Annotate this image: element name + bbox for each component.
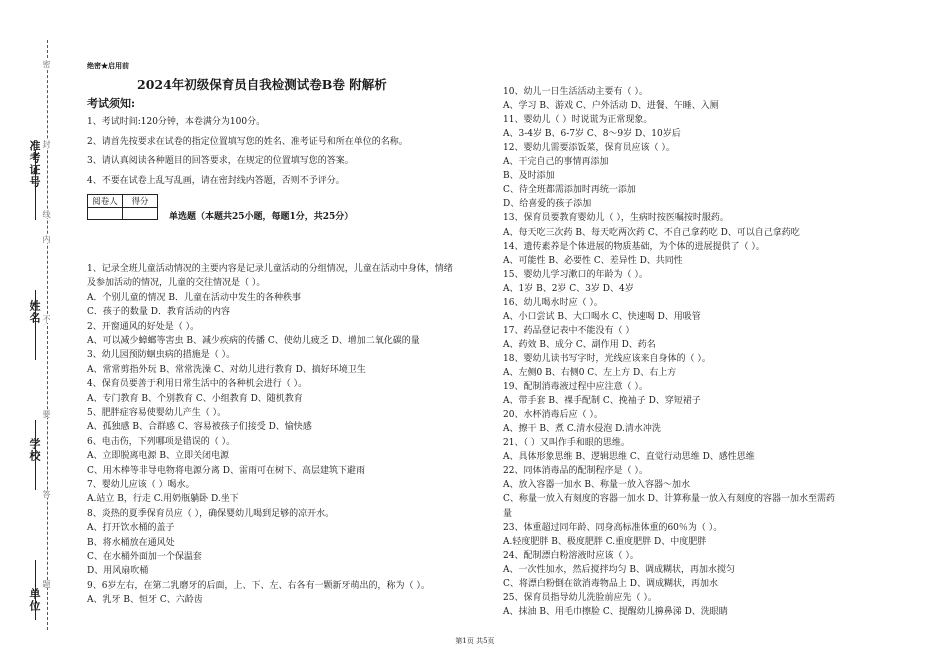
exam-number-field[interactable]	[35, 150, 36, 220]
notice-item: 1、考试时间:120分钟，本卷满分为100分。	[87, 117, 266, 127]
notice-item: 4、不要在试卷上乱写乱画，请在密封线内答题，否则不予评分。	[87, 176, 345, 186]
question-line: D、用风扇吹桶	[87, 566, 149, 577]
notice-heading: 考试须知:	[87, 97, 136, 110]
seal-mark: 封	[42, 140, 51, 148]
question-line: 7、婴幼儿应该（ ）喝水。	[87, 480, 195, 490]
question-line: 8、炎热的夏季保育员应（ ），确保婴幼儿喝到足够的凉开水。	[87, 508, 335, 519]
question-line: A、打开饮水桶的盖子	[87, 523, 175, 534]
question-line: 10、幼儿一日生活活动主要有（ ）。	[503, 87, 648, 97]
question-line: 9、6岁左右，在第二乳磨牙的后面，上、下、左、右各有一颗新牙萌出的，称为（ ）。	[87, 580, 430, 591]
notice-item: 3、请认真阅读各种题目的回答要求，在规定的位置填写您的答案。	[87, 156, 354, 166]
question-line: A、具体形象思维 B、逻辑思维 C、直觉行动思维 D、感性思维	[503, 452, 755, 463]
question-line: A、孤独感 B、合群感 C、容易被孩子们接受 D、愉快感	[87, 422, 312, 433]
notice-item: 2、请首先按要求在试卷的指定位置填写您的姓名、准考证号和所在单位的名称。	[87, 137, 408, 147]
question-line: 18、婴幼儿读书写字时，光线应该来自身体的（ ）。	[503, 353, 711, 364]
question-line: A、干完自己的事情再添加	[503, 157, 609, 168]
question-line: 24、配制漂白粉溶液时应该（ ）。	[503, 550, 639, 561]
question-line: 14、遗传素养是个体进展的物质基础，为个体的进展提供了（ ）。	[503, 241, 765, 252]
question-line: 11、婴幼儿（ ）时说谎为正常现象。	[503, 115, 653, 126]
question-line: A、药效 B、成分 C、副作用 D、药名	[503, 339, 656, 350]
question-line: C．孩子的数量 D．教育活动的内容	[87, 307, 230, 318]
question-line: A、放入容器一加水 B、称量一放入容器～加水	[503, 480, 690, 491]
page-title: 2024年初级保育员自我检测试卷B卷 附解析	[137, 77, 387, 92]
question-line: 23、体重超过同年龄、同身高标准体重的60％为（ ）。	[503, 522, 723, 533]
question-line: A、专门教育 B、个别教育 C、小组教育 D、随机教育	[87, 393, 303, 404]
label-exam-number: 准考证号	[28, 140, 41, 188]
question-line: A、乳牙 B、恒牙 C、六龄齿	[87, 595, 203, 606]
question-line: 13、保育员要教育婴幼儿（ ），生病时按医嘱按时服药。	[503, 213, 729, 224]
page-footer: 第1页 共5页	[455, 637, 495, 645]
question-line: A、每天吃三次药 B、每天吃两次药 C、不自己拿药吃 D、可以自己拿药吃	[503, 227, 800, 238]
question-line: 及参加活动的情况，儿童的交往情况是（ ）。	[87, 278, 266, 289]
question-line: C、称量一放入有刻度的容器一加水 D、计算称量一放入有刻度的容器一加水至需药	[503, 494, 835, 505]
seal-mark: 要	[42, 410, 51, 418]
seal-mark: 不	[42, 315, 51, 323]
question-line: A、3-4岁 B、6-7岁 C、8～9岁 D、10岁后	[503, 129, 681, 140]
question-line: C、待全班都需添加时再统一添加	[503, 185, 636, 196]
question-line: 3、幼儿园预防蛔虫病的措施是（ ）。	[87, 350, 236, 361]
school-field[interactable]	[35, 420, 36, 490]
label-unit: 单位	[28, 588, 41, 612]
label-school: 学校	[28, 438, 41, 462]
question-line: A.站立 B，行走 C.用奶瓶躺卧 D.坐下	[87, 494, 239, 505]
question-line: 20、水杯消毒后应（ ）。	[503, 410, 603, 421]
unit-field[interactable]	[35, 560, 36, 620]
question-line: A、擦干 B、煮 C.清水侵泡 D.清水冲洗	[503, 424, 661, 435]
question-line: 5、肥胖症容易使婴幼儿产生（ ）。	[87, 408, 227, 418]
section-title: 单选题（本题共25小题，每题1分，共25分）	[169, 212, 354, 222]
question-line: C、将漂白粉倒在欲消毒物品上 D、调成糊状，再加水	[503, 578, 718, 589]
seal-mark: 线	[42, 210, 51, 218]
question-line: A.轻度肥胖 B、极度肥胖 C.重度肥胖 D、中度肥胖	[503, 536, 707, 547]
question-line: 12、婴幼儿需要添饭菜，保育员应该（ ）。	[503, 143, 675, 154]
seal-mark: 密	[42, 60, 51, 68]
question-line: C、用木棒等非导电物将电源分离 D、雷雨可在树下、高层建筑下避雨	[87, 465, 365, 476]
score-table	[87, 194, 158, 220]
question-line: 25、保育员指导幼儿洗脸前应先（ ）。	[503, 592, 657, 603]
question-line: A、带手套 B、裸手配制 C、挽袖子 D、穿短裙子	[503, 396, 701, 407]
question-line: A、左侧0 B、右侧0 C、左上方 D、右上方	[503, 368, 677, 378]
label-name: 姓名	[28, 300, 41, 324]
seal-mark: 题	[42, 580, 51, 588]
grader-cell[interactable]	[88, 208, 123, 220]
question-line: 量	[503, 508, 513, 519]
question-line: B、将水桶放在通风处	[87, 537, 175, 548]
question-line: B、及时添加	[503, 171, 555, 182]
question-line: D、给喜爱的孩子添加	[503, 199, 592, 210]
seal-line	[47, 40, 48, 630]
binding-margin	[0, 0, 70, 671]
seal-mark: 答	[42, 490, 51, 498]
seal-mark: 内	[42, 235, 51, 243]
question-line: A、一次性加水，然后搅拌均匀 B、调成糊状，再加水搅匀	[503, 564, 735, 575]
question-line: 16、幼儿喝水时应（ ）。	[503, 297, 603, 308]
question-line: 2、开窗通风的好处是（ ）。	[87, 321, 200, 332]
question-line: 1、记录全班儿童活动情况的主要内容是记录儿童活动的分组情况，儿童在活动中身体，情绪	[87, 264, 453, 274]
question-line: 22、同体消毒品的配制程序是（ ）。	[503, 466, 648, 477]
question-line: 17、药品登记表中不能没有（ ）	[503, 325, 635, 336]
question-line: A．个别儿童的情况 B．儿童在活动中发生的各种秩事	[87, 292, 301, 303]
question-line: A、小口尝试 B、大口喝水 C、快速喝 D、用吸管	[503, 311, 701, 322]
question-line: C、在水桶外面加一个保温套	[87, 552, 202, 562]
question-line: A、可以减少蟑螂等害虫 B、减少疾病的传播 C、使幼儿疲乏 D、增加二氧化碳的量	[87, 336, 420, 346]
question-line: A、1岁 B、2岁 C、3岁 D、4岁	[503, 283, 634, 294]
question-line: 6、电击伤，下列哪项是错误的（ ）。	[87, 436, 236, 447]
question-line: A、常常剪指外玩 B、常常洗澡 C、对幼儿进行教育 D、搞好环境卫生	[87, 364, 366, 375]
question-line: A、立即脱离电源 B、立即关闭电源	[87, 451, 229, 462]
question-line: 21、（ ）又叫作手和眼的思维。	[503, 438, 630, 449]
name-field[interactable]	[35, 290, 36, 360]
grader-header: 阅卷人	[88, 195, 123, 208]
question-line: 15、婴幼儿学习漱口的年龄为（ ）。	[503, 269, 648, 280]
score-cell[interactable]	[123, 208, 158, 220]
secret-label: 绝密★启用前	[87, 61, 129, 70]
question-line: A、可能性 B、必要性 C、差异性 D、共同性	[503, 255, 683, 266]
question-line: A、学习 B、游戏 C、户外活动 D、进餐、午睡、入厕	[503, 101, 719, 112]
question-line: 19、配制消毒液过程中应注意（ ）。	[503, 382, 648, 393]
question-line: 4、保育员要善于利用日常生活中的各种机会进行（ ）。	[87, 379, 308, 390]
question-line: A、抹油 B、用毛巾擦脸 C、提醒幼儿擤鼻涕 D、洗眼睛	[503, 606, 728, 617]
score-header: 得分	[123, 195, 158, 208]
